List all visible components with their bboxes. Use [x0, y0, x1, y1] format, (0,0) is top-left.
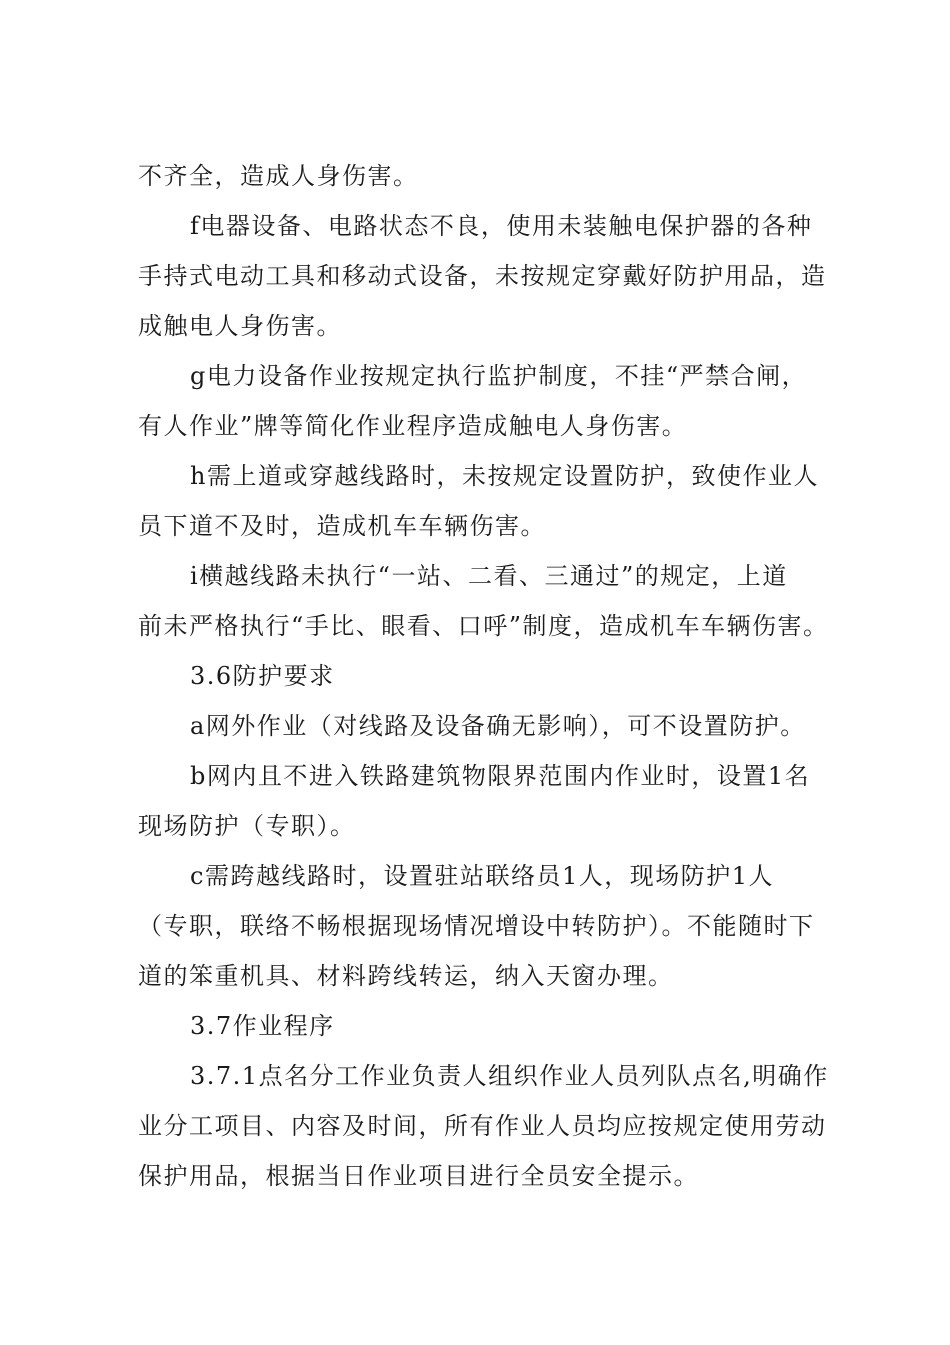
paragraph-line: a网外作业（对线路及设备确无影响），可不设置防护。	[190, 712, 806, 740]
paragraph-item-g	[138, 361, 838, 441]
paragraph-line: f电器设备、电路状态不良，使用未装触电保护器的各种	[190, 212, 813, 240]
paragraph-item-a	[138, 711, 838, 741]
paragraph-line: 不齐全，造成人身伤害。	[138, 162, 419, 190]
paragraph-line: （专职，联络不畅根据现场情况增设中转防护）。不能随时下	[138, 912, 815, 940]
paragraph-item-c	[138, 861, 838, 991]
paragraph-line: 前未严格执行“手比、眼看、口呼”制度，造成机车车辆伤害。	[138, 612, 829, 640]
paragraph-line: 现场防护（专职）。	[138, 812, 356, 840]
paragraph-line: 3.7.1点名分工作业负责人组织作业人员列队点名,明确作	[190, 1062, 829, 1090]
paragraph-line: 成触电人身伤害。	[138, 312, 342, 340]
section-heading-3-7	[138, 1011, 838, 1041]
paragraph-line: c需跨越线路时，设置驻站联络员1人，现场防护1人	[190, 862, 774, 890]
section-heading-3-6	[138, 661, 838, 691]
paragraph-item-b	[138, 761, 838, 841]
paragraph-line: b网内且不进入铁路建筑物限界范围内作业时，设置1名	[190, 762, 811, 790]
paragraph-line: 道的笨重机具、材料跨线转运，纳入天窗办理。	[138, 962, 674, 990]
paragraph-item-i	[138, 561, 838, 641]
paragraph-item-f	[138, 211, 838, 341]
paragraph-continuation	[138, 161, 838, 191]
paragraph-line: 有人作业”牌等简化作业程序造成触电人身伤害。	[138, 412, 688, 440]
paragraph-line: 业分工项目、内容及时间，所有作业人员均应按规定使用劳动	[138, 1112, 827, 1140]
paragraph-line: h需上道或穿越线路时，未按规定设置防护，致使作业人	[190, 462, 819, 490]
section-heading: 3.6防护要求	[190, 662, 335, 690]
paragraph-line: g电力设备作业按规定执行监护制度，不挂“严禁合闸，	[190, 362, 808, 390]
document-body	[138, 161, 838, 1191]
section-heading: 3.7作业程序	[190, 1012, 335, 1040]
paragraph-item-3-7-1	[138, 1061, 838, 1191]
paragraph-line: 员下道不及时，造成机车车辆伤害。	[138, 512, 546, 540]
paragraph-line: 手持式电动工具和移动式设备，未按规定穿戴好防护用品，造	[138, 262, 827, 290]
paragraph-item-h	[138, 461, 838, 541]
paragraph-line: 保护用品，根据当日作业项目进行全员安全提示。	[138, 1162, 699, 1190]
paragraph-line: i横越线路未执行“一站、二看、三通过”的规定，上道	[190, 562, 788, 590]
